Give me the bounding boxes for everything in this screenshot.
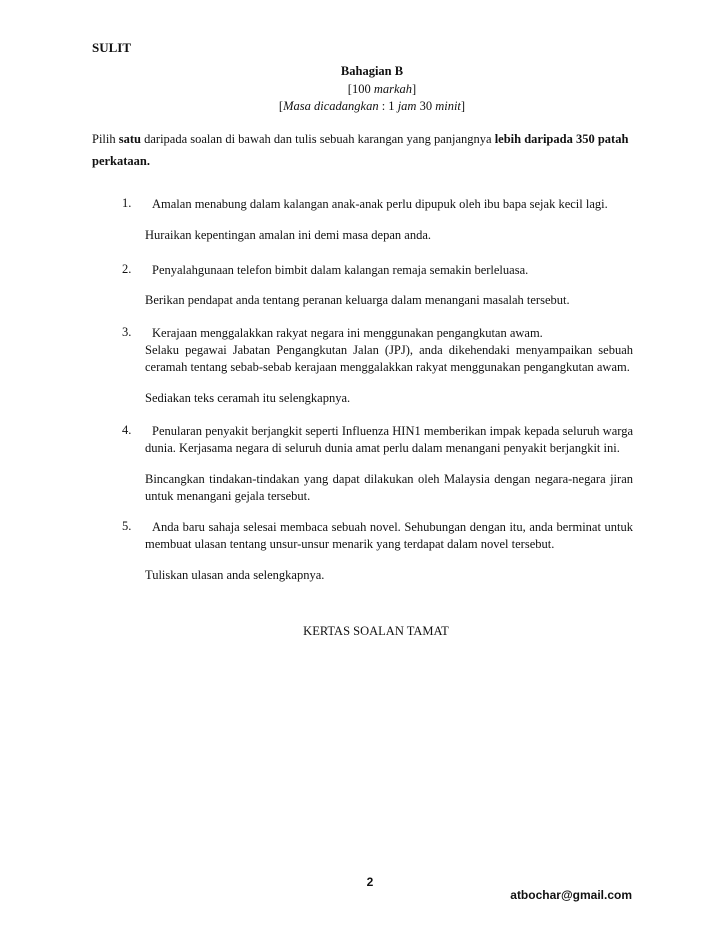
instr-b2: lebih daripada 350 patah perkataan. bbox=[92, 132, 629, 168]
question-statement: Kerajaan menggalakkan rakyat negara ini menggunakan pengangkutan awam. bbox=[152, 326, 543, 340]
time-suggested: Masa dicadangkan bbox=[283, 99, 379, 113]
question-number: 1. bbox=[122, 196, 132, 210]
question-number: 2. bbox=[122, 262, 132, 276]
question-task: Bincangkan tindakan-tindakan yang dapat dilakukan oleh Malaysia dengan negara-negara jiran untuk menangani gejala tersebut. bbox=[145, 472, 633, 503]
question-context: Selaku pegawai Jabatan Pengangkutan Jalan (JPJ), anda dikehendaki menyampaikan sebuah ceramah tentang sebab-sebab kerajaan menggalakkan rakyat menggunakan pengangkutan awam. bbox=[145, 343, 633, 374]
time-minute: minit bbox=[435, 99, 461, 113]
question-statement: Penyalahgunaan telefon bimbit dalam kalangan remaja semakin berleluasa. bbox=[152, 263, 529, 277]
instr-t1: Pilih bbox=[92, 132, 119, 146]
classification-label: SULIT bbox=[92, 40, 132, 55]
question-task: Sediakan teks ceramah itu selengkapnya. bbox=[145, 391, 351, 405]
question-statement: Amalan menabung dalam kalangan anak-anak perlu dipupuk oleh ibu bapa sejak kecil lagi. bbox=[152, 197, 608, 211]
time-p2: : 1 bbox=[378, 99, 398, 113]
instructions bbox=[92, 128, 637, 172]
question-number: 5. bbox=[122, 519, 132, 533]
marks-open: [100 bbox=[347, 82, 374, 96]
question-number: 4. bbox=[122, 423, 132, 437]
section-title: Bahagian B bbox=[340, 64, 404, 78]
marks-line bbox=[18, 82, 728, 97]
marks-close: ] bbox=[412, 82, 417, 96]
marks-word: markah bbox=[373, 82, 413, 96]
question-statement: Anda baru sahaja selesai membaca sebuah novel. Sehubungan dengan itu, anda berminat untuk membuat ulasan tentang unsur-unsur menarik yang terdapat dalam novel tersebut. bbox=[145, 520, 633, 551]
author-email: atbochar@gmail.com bbox=[510, 888, 632, 902]
instr-t2: daripada soalan di bawah dan tulis sebuah karangan yang panjangnya bbox=[140, 132, 495, 146]
end-of-paper: KERTAS SOALAN TAMAT bbox=[303, 624, 449, 638]
question-task: Huraikan kepentingan amalan ini demi masa depan anda. bbox=[145, 228, 432, 242]
time-line bbox=[8, 99, 728, 114]
instr-b1: satu bbox=[118, 132, 141, 146]
question-task: Tuliskan ulasan anda selengkapnya. bbox=[145, 568, 325, 582]
time-p1: [ bbox=[278, 99, 284, 113]
time-p4: ] bbox=[460, 99, 466, 113]
page-number: 2 bbox=[366, 875, 374, 889]
question-statement: Penularan penyakit berjangkit seperti Influenza HIN1 memberikan impak kepada seluruh warga dunia. Kerjasama negara di seluruh dunia amat perlu dalam menangani penyakit berjangkit ini. bbox=[145, 424, 633, 455]
time-p3: 30 bbox=[416, 99, 436, 113]
question-number: 3. bbox=[122, 325, 132, 339]
time-hour: jam bbox=[397, 99, 417, 113]
question-task: Berikan pendapat anda tentang peranan keluarga dalam menangani masalah tersebut. bbox=[145, 293, 570, 307]
